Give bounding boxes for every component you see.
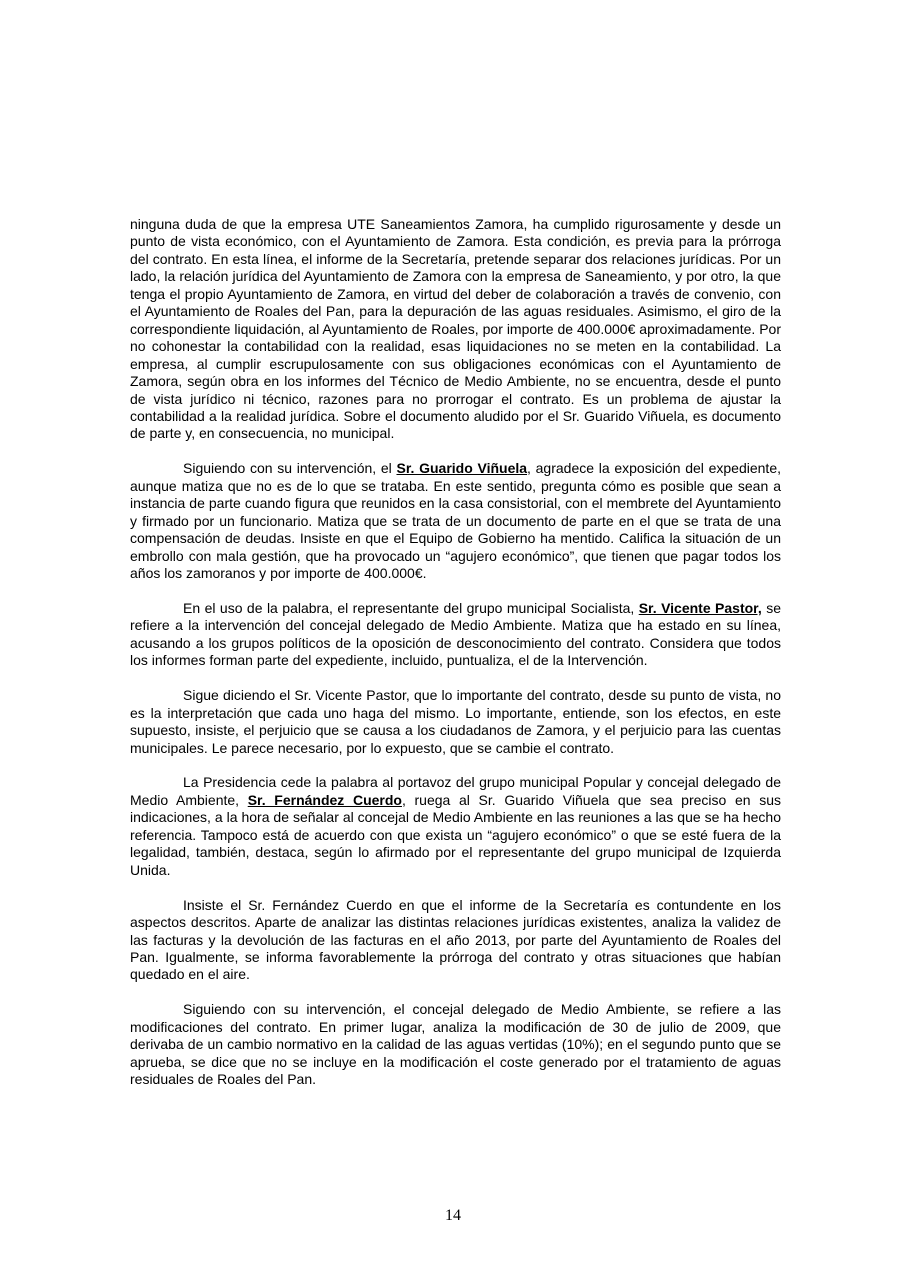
paragraph-contract-modifications [130,1001,781,1088]
paragraph-fernandez-cuerdo-insists [130,897,781,984]
page-number: 14 [445,1207,461,1224]
paragraph-vicente-pastor [130,600,781,670]
paragraph-text: En el uso de la palabra, el representante del grupo municipal Socialista, [183,599,639,616]
speaker-name: Sr. Fernández Cuerdo [247,791,402,808]
paragraph-text: Siguiendo con su intervención, el [183,460,397,477]
paragraph-fernandez-cuerdo [130,774,781,879]
paragraph-text: La Presidencia cede la palabra al portavoz del grupo municipal Popular y concejal delegado de Medio Ambiente, [130,774,781,808]
paragraph-text: Insiste el Sr. Fernández Cuerdo en que el informe de la Secretaría es contundente en los aspectos descritos. Aparte de analizar las distintas relaciones jurídicas existentes, analiza la validez de las facturas y la devolución de las facturas en el año 2013, por parte del Ayuntamiento de Roales del Pan. Igualmente, se informa favorablemente la prórroga del contrato y otras situaciones que habían quedado en el aire. [130,896,781,983]
paragraph-vicente-pastor-continued [130,687,781,757]
paragraph-text: Sigue diciendo el Sr. Vicente Pastor, que lo importante del contrato, desde su punto de vista, no es la interpretación que cada uno haga del mismo. Lo importante, entiende, son los efectos, en este supuesto, insiste, el perjuicio que se causa a los ciudadanos de Zamora, y el perjuicio para las cuentas municipales. Le parece necesario, por lo expuesto, que se cambie el contrato. [130,687,781,756]
speaker-name: Sr. Vicente Pastor, [638,599,762,616]
paragraph-text: ninguna duda de que la empresa UTE Saneamientos Zamora, ha cumplido rigurosamente y desde un punto de vista económico, con el Ayuntamiento de Zamora. Esta condición, es previa para la prórroga del contrato. En esta línea, el informe de la Secretaría, pretende separar dos relaciones jurídicas. Por un lado, la relación jurídica del Ayuntamiento de Zamora con la empresa de Saneamiento, y por otro, la que tenga el propio Ayuntamiento de Zamora, en virtud del deber de colaboración a través de convenio, con el Ayuntamiento de Roales del Pan, para la depuración de las aguas residuales. Asimismo, el giro de la correspondiente liquidación, al Ayuntamiento de Roales, por importe de 400.000€ aproximadamente. Por no cohonestar la contabilidad con la realidad, esas liquidaciones no se meten en la contabilidad. La empresa, al cumplir escrupulosamente con sus obligaciones económicas con el Ayuntamiento de Zamora, según obra en los informes del Técnico de Medio Ambiente, no se encuentra, desde el punto de vista jurídico ni técnico, razones para no prorrogar el contrato. Es un problema de ajustar la contabilidad a la realidad jurídica. Sobre el documento aludido por el Sr. Guarido Viñuela, es documento de parte y, en consecuencia, no municipal. [130,216,781,442]
paragraph-text: , ruega al Sr. Guarido Viñuela que sea preciso en sus indicaciones, a la hora de señalar al concejal de Medio Ambiente en las reuniones a las que se ha hecho referencia. Tampoco está de acuerdo con que exista un “agujero económico” o que se esté fuera de la legalidad, también, destaca, según lo afirmado por el representante del grupo municipal de Izquierda Unida. [130,791,781,878]
paragraph-text: , agradece la exposición del expediente, aunque matiza que no es de lo que se trataba. En este sentido, pregunta cómo es posible que sean a instancia de parte cuando figura que reunidos en la casa consistorial, con el membrete del Ayuntamiento y firmado por un funcionario. Matiza que se trata de un documento de parte en el que se trata de una compensación de deudas. Insiste en que el Equipo de Gobierno ha mentido. Califica la situación de un embrollo con mala gestión, que ha provocado un “agujero económico”, que tienen que pagar todos los años los zamoranos y por importe de 400.000€. [130,460,781,582]
paragraph-guarido-intervention [130,460,781,582]
document-body [130,216,781,1089]
paragraph-text: se refiere a la intervención del concejal delegado de Medio Ambiente. Matiza que ha estado en su línea, acusando a los grupos políticos de la oposición de desconocimiento del contrato. Considera que todos los informes forman parte del expediente, incluido, puntualiza, el de la Intervención. [130,599,781,669]
paragraph-text: Siguiendo con su intervención, el concejal delegado de Medio Ambiente, se refiere a las modificaciones del contrato. En primer lugar, analiza la modificación de 30 de julio de 2009, que derivaba de un cambio normativo en la calidad de las aguas vertidas (10%); en el segundo punto que se aprueba, se dice que no se incluye en la modificación el coste generado por el tratamiento de aguas residuales de Roales del Pan. [130,1001,781,1088]
paragraph-continuation [130,216,781,443]
speaker-name: Sr. Guarido Viñuela [396,460,528,477]
